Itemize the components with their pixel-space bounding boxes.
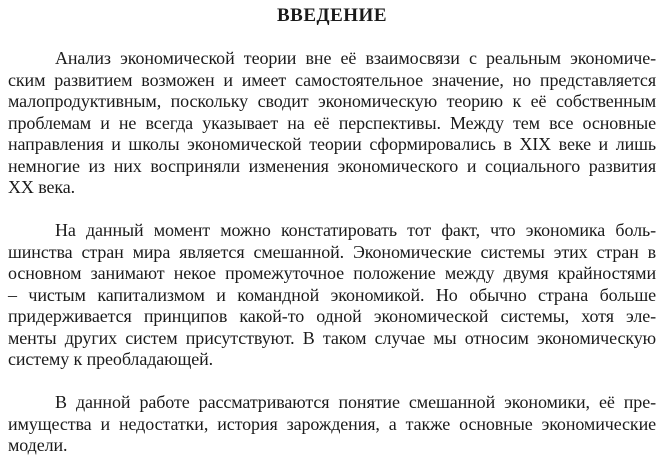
- text-line: придерживается принципов какой-то одной экономической системы, хотя эле-: [8, 306, 656, 326]
- paragraph-1: [8, 48, 656, 199]
- text-line: Анализ экономической теории вне её взаимосвязи с реальным экономиче-: [55, 48, 656, 68]
- text-line: немногие из них восприняли изменения экономического и социального развития: [8, 155, 656, 176]
- text-line: основном занимают некое промежуточное положение между двумя крайностями: [8, 263, 656, 283]
- text-line: проблемам и не всегда указывает на её перспективы. Между тем все основные: [8, 112, 656, 133]
- text-line: модели.: [8, 435, 68, 455]
- text-line: В данной работе рассматриваются понятие смешанной экономики, её пре-: [55, 392, 656, 412]
- text-line: На данный момент можно констатировать тот факт, что экономика боль-: [55, 220, 656, 240]
- text-line: направления и школы экономической теории сформировались в XIX веке и лишь: [8, 134, 656, 154]
- text-line: шинства стран мира является смешанной. Экономические системы этих стран в: [8, 241, 656, 262]
- text-line: – чистым капитализмом и командной экономикой. Но обычно страна больше: [8, 284, 656, 305]
- paragraph-2: [8, 220, 656, 371]
- text-line: систему к преобладающей.: [8, 349, 214, 369]
- text-line: малопродуктивным, поскольку сводит экономическую теорию к её собственным: [8, 91, 656, 111]
- text-line: ским развитием возможен и имеет самостоятельное значение, но представляется: [8, 69, 656, 90]
- text-line: имущества и недостатки, история зарождения, а также основные экономические: [8, 413, 656, 434]
- document-title: ВВЕДЕНИЕ: [277, 5, 387, 26]
- text-line: XX века.: [8, 177, 76, 197]
- paragraph-3: [8, 392, 656, 457]
- text-line: менты других систем присутствуют. В таком случае мы относим экономическую: [8, 327, 656, 348]
